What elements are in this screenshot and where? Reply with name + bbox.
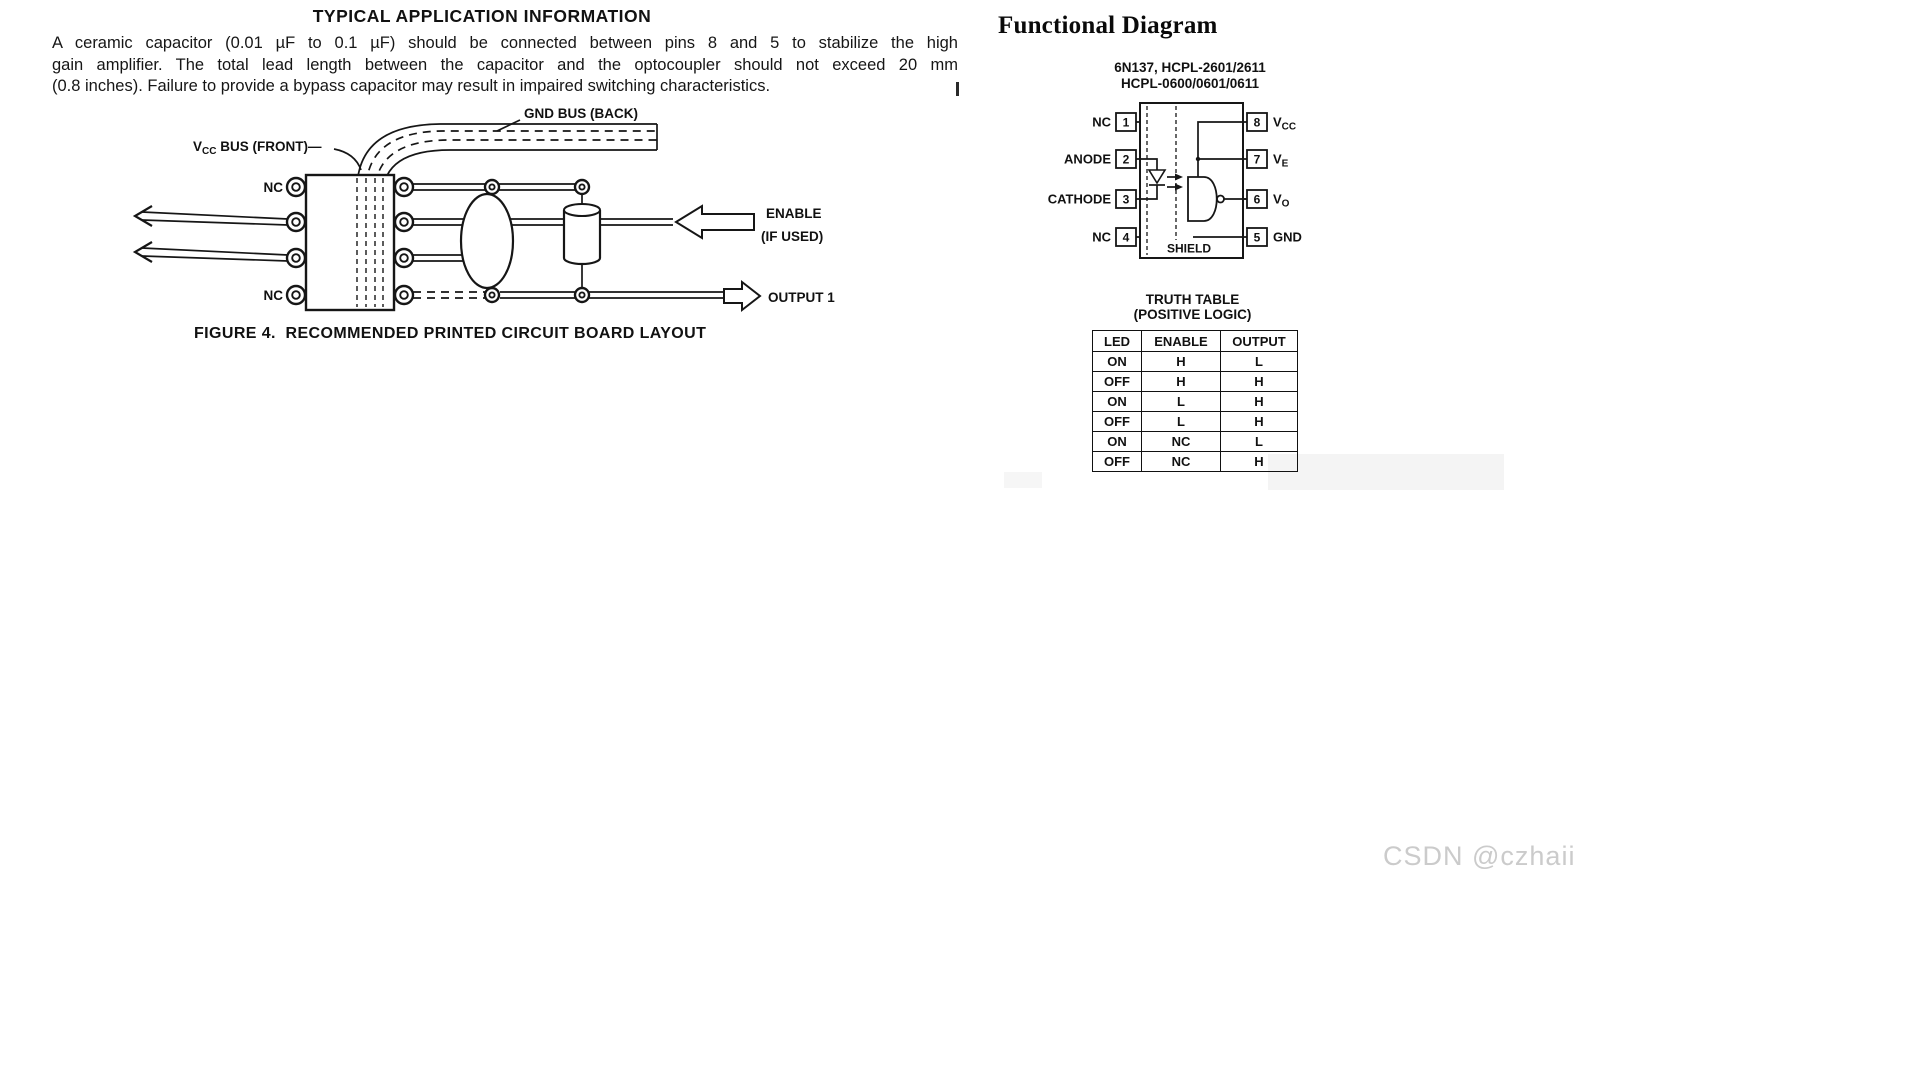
truth-table-title: TRUTH TABLE — [1145, 292, 1240, 307]
truth-table-row — [1093, 432, 1298, 452]
pin-number-8: 8 — [1253, 115, 1261, 130]
pin-label-cathode: CATHODE — [1047, 191, 1111, 207]
cell-led: ON — [1093, 352, 1142, 372]
output-label: OUTPUT 1 — [768, 290, 835, 305]
application-paragraph — [52, 33, 958, 98]
cell-led: OFF — [1093, 372, 1142, 392]
cell-led: OFF — [1093, 412, 1142, 432]
optocoupler-package — [306, 175, 394, 310]
cell-led: ON — [1093, 432, 1142, 452]
pcb-layout-figure — [120, 100, 970, 350]
functional-diagram-title: Functional Diagram — [998, 12, 1218, 39]
cell-output: H — [1221, 412, 1298, 432]
figure-caption: FIGURE 4. RECOMMENDED PRINTED CIRCUIT BOARD LAYOUT — [194, 325, 707, 342]
bypass-capacitor — [564, 204, 600, 264]
cell-enable: H — [1142, 372, 1221, 392]
cell-output: L — [1221, 432, 1298, 452]
pin-number-4: 4 — [1122, 230, 1130, 245]
section-title: TYPICAL APPLICATION INFORMATION — [312, 6, 652, 26]
gnd-bus-label: GND BUS (BACK) — [524, 106, 638, 121]
truth-table-row — [1093, 452, 1298, 472]
cell-led: ON — [1093, 392, 1142, 412]
pin-number-5: 5 — [1253, 230, 1261, 245]
pin-number-1: 1 — [1122, 115, 1130, 130]
vcc-bus-leader — [334, 149, 361, 170]
cell-led: OFF — [1093, 452, 1142, 472]
pin-label-ve: $V_E$ — [1273, 151, 1289, 170]
paragraph-line: (0.8 inches). Failure to provide a bypass capacitor may result in impaired switching characteristics. — [52, 77, 771, 95]
pin-number-2: 2 — [1122, 152, 1130, 167]
truth-table-row — [1093, 412, 1298, 432]
truth-table-row — [1093, 372, 1298, 392]
pin-label-nc4: NC — [1092, 229, 1111, 245]
pin-number-3: 3 — [1122, 192, 1130, 207]
cell-output: H — [1221, 452, 1298, 472]
gnd-bus-leader — [497, 120, 520, 131]
cell-enable: H — [1142, 352, 1221, 372]
csdn-watermark: CSDN @czhaii — [1383, 841, 1576, 871]
cell-output: L — [1221, 352, 1298, 372]
nc-label-bottom: NC — [263, 288, 283, 303]
header-led: LED — [1093, 331, 1142, 352]
vcc-bus-label: $V_{CC}$ BUS (FRONT)— — [193, 139, 322, 157]
part-numbers-line2: HCPL-0600/0601/0611 — [1120, 76, 1260, 91]
truth-table-row — [1093, 392, 1298, 412]
nc-label-top: NC — [263, 180, 283, 195]
if-used-label: (IF USED) — [761, 229, 824, 244]
pin-label-anode: ANODE — [1064, 151, 1111, 167]
pin-number-7: 7 — [1253, 152, 1261, 167]
truth-table-row — [1093, 352, 1298, 372]
cell-enable: L — [1142, 412, 1221, 432]
scan-artifact — [1004, 472, 1042, 488]
enable-arrow — [676, 206, 754, 238]
cell-enable: NC — [1142, 432, 1221, 452]
header-output: OUTPUT — [1221, 331, 1298, 352]
scan-artifact — [1268, 454, 1504, 490]
truth-table-header-row — [1093, 331, 1298, 352]
pin-label-vo: $V_O$ — [1273, 191, 1290, 210]
truth-table — [1092, 330, 1298, 472]
paragraph-line: A ceramic capacitor (0.01 µF to 0.1 µF) should be connected between pins 8 and 5 to stabilize the high — [52, 34, 958, 52]
ground-pour — [461, 194, 513, 288]
functional-pin-diagram — [1030, 95, 1320, 270]
part-numbers-line1: 6N137, HCPL-2601/2611 — [1114, 60, 1266, 75]
cell-enable: NC — [1142, 452, 1221, 472]
pin-label-vcc: $V_{CC}$ — [1273, 114, 1297, 133]
output-arrow — [724, 282, 760, 310]
cell-enable: L — [1142, 392, 1221, 412]
cell-output: H — [1221, 372, 1298, 392]
cell-output: H — [1221, 392, 1298, 412]
enable-label: ENABLE — [766, 206, 822, 221]
paragraph-line: gain amplifier. The total lead length between the capacitor and the optocoupler should not exceed 20 mm — [52, 55, 958, 74]
header-enable: ENABLE — [1142, 331, 1221, 352]
pin-label-gnd: GND — [1273, 229, 1302, 245]
shield-label: SHIELD — [1166, 241, 1212, 256]
truth-table-subtitle: (POSITIVE LOGIC) — [1133, 307, 1252, 322]
pin-number-6: 6 — [1253, 192, 1261, 207]
pin-label-nc1: NC — [1092, 114, 1111, 130]
input-traces — [135, 206, 288, 262]
